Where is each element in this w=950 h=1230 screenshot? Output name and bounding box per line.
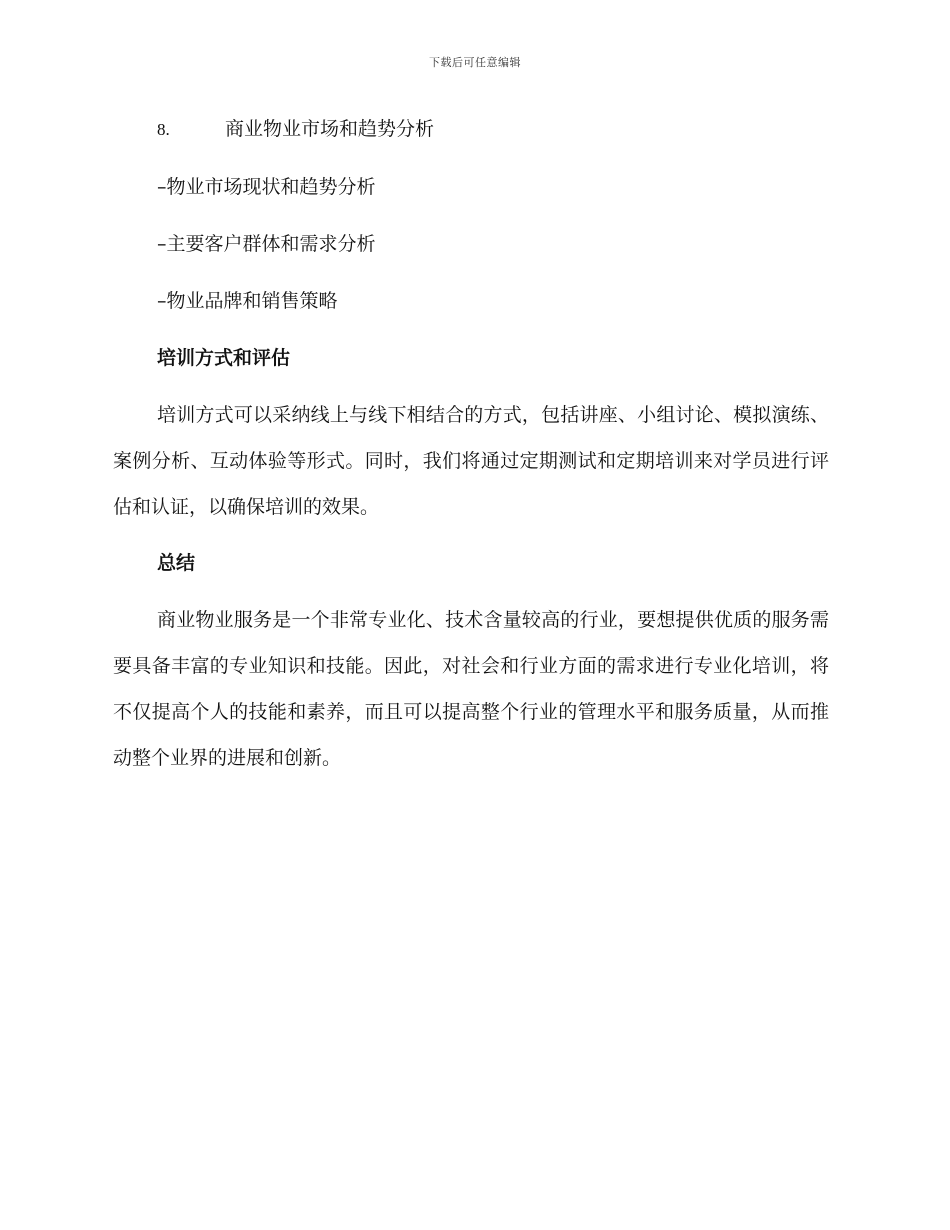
section-8-number: 8. <box>157 120 170 139</box>
summary-section-title: 总结 <box>157 552 196 574</box>
page-header-note: 下载后可任意编辑 <box>429 56 521 69</box>
bullet-item-customer-groups: –主要客户群体和需求分析 <box>157 233 376 255</box>
training-paragraph: 培训方式可以采纳线上与线下相结合的方式，包括讲座、小组讨论、模拟演练、案例分析、互动体验等形式。同时，我们将通过定期测试和定期培训来对学员进行评估和认证，以确保培训的效果。 <box>113 404 829 518</box>
training-section-title: 培训方式和评估 <box>157 347 291 369</box>
section-8-heading <box>157 116 434 143</box>
summary-paragraph: 商业物业服务是一个非常专业化、技术含量较高的行业，要想提供优质的服务需要具备丰富的专业知识和技能。因此，对社会和行业方面的需求进行专业化培训，将不仅提高个人的技能和素养，而且可以提高整个行业的管理水平和服务质量，从而推动整个业界的进展和创新。 <box>113 609 829 769</box>
bullet-item-market-status: –物业市场现状和趋势分析 <box>157 176 376 198</box>
section-8-title: 商业物业市场和趋势分析 <box>225 118 435 140</box>
bullet-item-brand-strategy: –物业品牌和销售策略 <box>157 290 338 312</box>
